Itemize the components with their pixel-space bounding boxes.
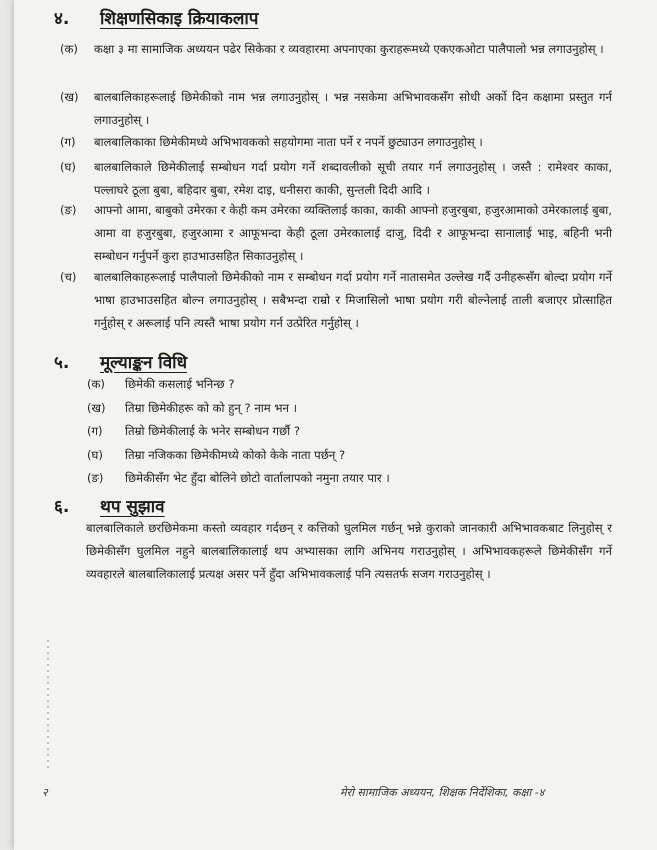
book-title: मेरो सामाजिक अध्ययन, शिक्षक निर्देशिका, कक्षा -४ — [340, 786, 545, 799]
item-marker: (घ) — [60, 160, 76, 174]
item-text: बालबालिकाका छिमेकीमध्ये अभिभावकको सहयोगमा नाता पर्ने र नपर्ने छुट्याउन लगाउनुहोस् । — [94, 135, 483, 149]
section-5-title: मूल्याङ्कन विधि — [100, 353, 188, 373]
suggestion-paragraph: बालबालिकाले छरछिमेकमा कस्तो व्यवहार गर्दछन् र कत्तिको घुलमिल गर्छन् भन्ने कुराको जानकारी अभिभावकबाट लिनुहोस् र छिमेकीसँग घुलमिल नहुने बालबालिकालाई थप अभ्यासका लागि अभिनय गराउनुहोस् । अभिभावकहरूले छिमेकीसँग गर्ने व्यवहारले बालबालिकालाई प्रत्यक्ष असर पर्ने हुँदा अभिभावकलाई पनि त्यसतर्फ सजग गराउनुहोस् । — [86, 521, 612, 581]
item-marker: (ङ) — [87, 471, 104, 485]
item-marker: (क) — [87, 377, 105, 391]
item-text: बालबालिकाहरूलाई छिमेकीको नाम भन्न लगाउनुहोस् । भन्न नसकेमा अभिभावकसँग सोधी अर्को दिन कक्षामा प्रस्तुत गर्न लगाउनुहोस् । — [94, 90, 612, 127]
item-text: छिमेकीसँग भेट हुँदा बोलिने छोटो वार्तालापको नमुना तयार पार । — [125, 471, 390, 485]
item-marker: (ख) — [60, 90, 79, 104]
item-marker: (क) — [60, 42, 78, 56]
section-4-number: ४. — [54, 9, 70, 29]
margin-dots — [47, 640, 49, 770]
page-number: २ — [42, 786, 48, 799]
section-6-number: ६. — [54, 497, 70, 517]
section-6-title: थप सुझाव — [100, 497, 165, 517]
item-text: छिमेकी कसलाई भनिन्छ ? — [125, 377, 235, 391]
item-marker: (ग) — [60, 135, 76, 149]
section-5-heading — [54, 350, 187, 373]
item-marker: (ङ) — [60, 203, 77, 217]
section-6-heading — [54, 494, 165, 517]
item-text: आफ्नो आमा, बाबुको उमेरका र केही कम उमेरका व्यक्तिलाई काका, काकी आफ्नो हजुरबुबा, हजुरआमाको उमेरकालाई बुबा, आमा वा हजुरबुबा, हजुरआमा र आफूभन्दा केही ठूला उमेरकालाई दाजु, दिदी र आफूभन्दा सानालाई भाइ, बहिनी भनी सम्बोधन गर्नुपर्ने कुरा हाउभाउसहित सिकाउनुहोस् । — [94, 203, 612, 263]
item-marker: (च) — [60, 270, 77, 284]
item-marker: (ख) — [87, 401, 106, 415]
item-text: तिम्रा छिमेकीहरू को को हुन् ? नाम भन । — [125, 401, 298, 415]
item-text: तिम्रा नजिकका छिमेकीमध्ये कोको केके नाता पर्छन् ? — [125, 448, 346, 462]
section-4-heading — [54, 6, 258, 29]
item-text: बालबालिकाहरूलाई पालैपालो छिमेकीको नाम र सम्बोधन गर्दा प्रयोग गर्ने नातासमेत उल्लेख गर्दै उनीहरूसँग बोल्दा प्रयोग गर्ने भाषा हाउभाउसहित बोल्न लगाउनुहोस् । सबैभन्दा राम्रो र मिजासिलो भाषा प्रयोग गरी बोल्नेलाई ताली बजाएर प्रोत्साहित गर्नुहोस् र अरूलाई पनि त्यस्तै भाषा प्रयोग गर्न उत्प्रेरित गर्नुहोस् । — [94, 270, 612, 330]
section-5-number: ५. — [54, 353, 70, 373]
item-marker: (घ) — [87, 448, 103, 462]
item-marker: (ग) — [87, 424, 103, 438]
document-page — [14, 0, 657, 850]
item-text: बालबालिकाले छिमेकीलाई सम्बोधन गर्दा प्रयोग गर्ने शब्दावलीको सूची तयार गर्न लगाउनुहोस् । जस्तै : रामेश्वर काका, पल्लाघरे ठूला बुबा, बहिदार बुबा, रमेश दाइ, धनीसरा काकी, सुन्तली दिदी आदि । — [94, 160, 612, 197]
item-text: तिम्रो छिमेकीलाई के भनेर सम्बोधन गर्छौ ? — [125, 424, 301, 438]
section-4-title: शिक्षणसिकाइ क्रियाकलाप — [100, 9, 259, 29]
item-text: कक्षा ३ मा सामाजिक अध्ययन पढेर सिकेका र व्यवहारमा अपनाएका कुराहरूमध्ये एकएकओटा पालैपालो भन्न लगाउनुहोस् । — [94, 42, 604, 56]
